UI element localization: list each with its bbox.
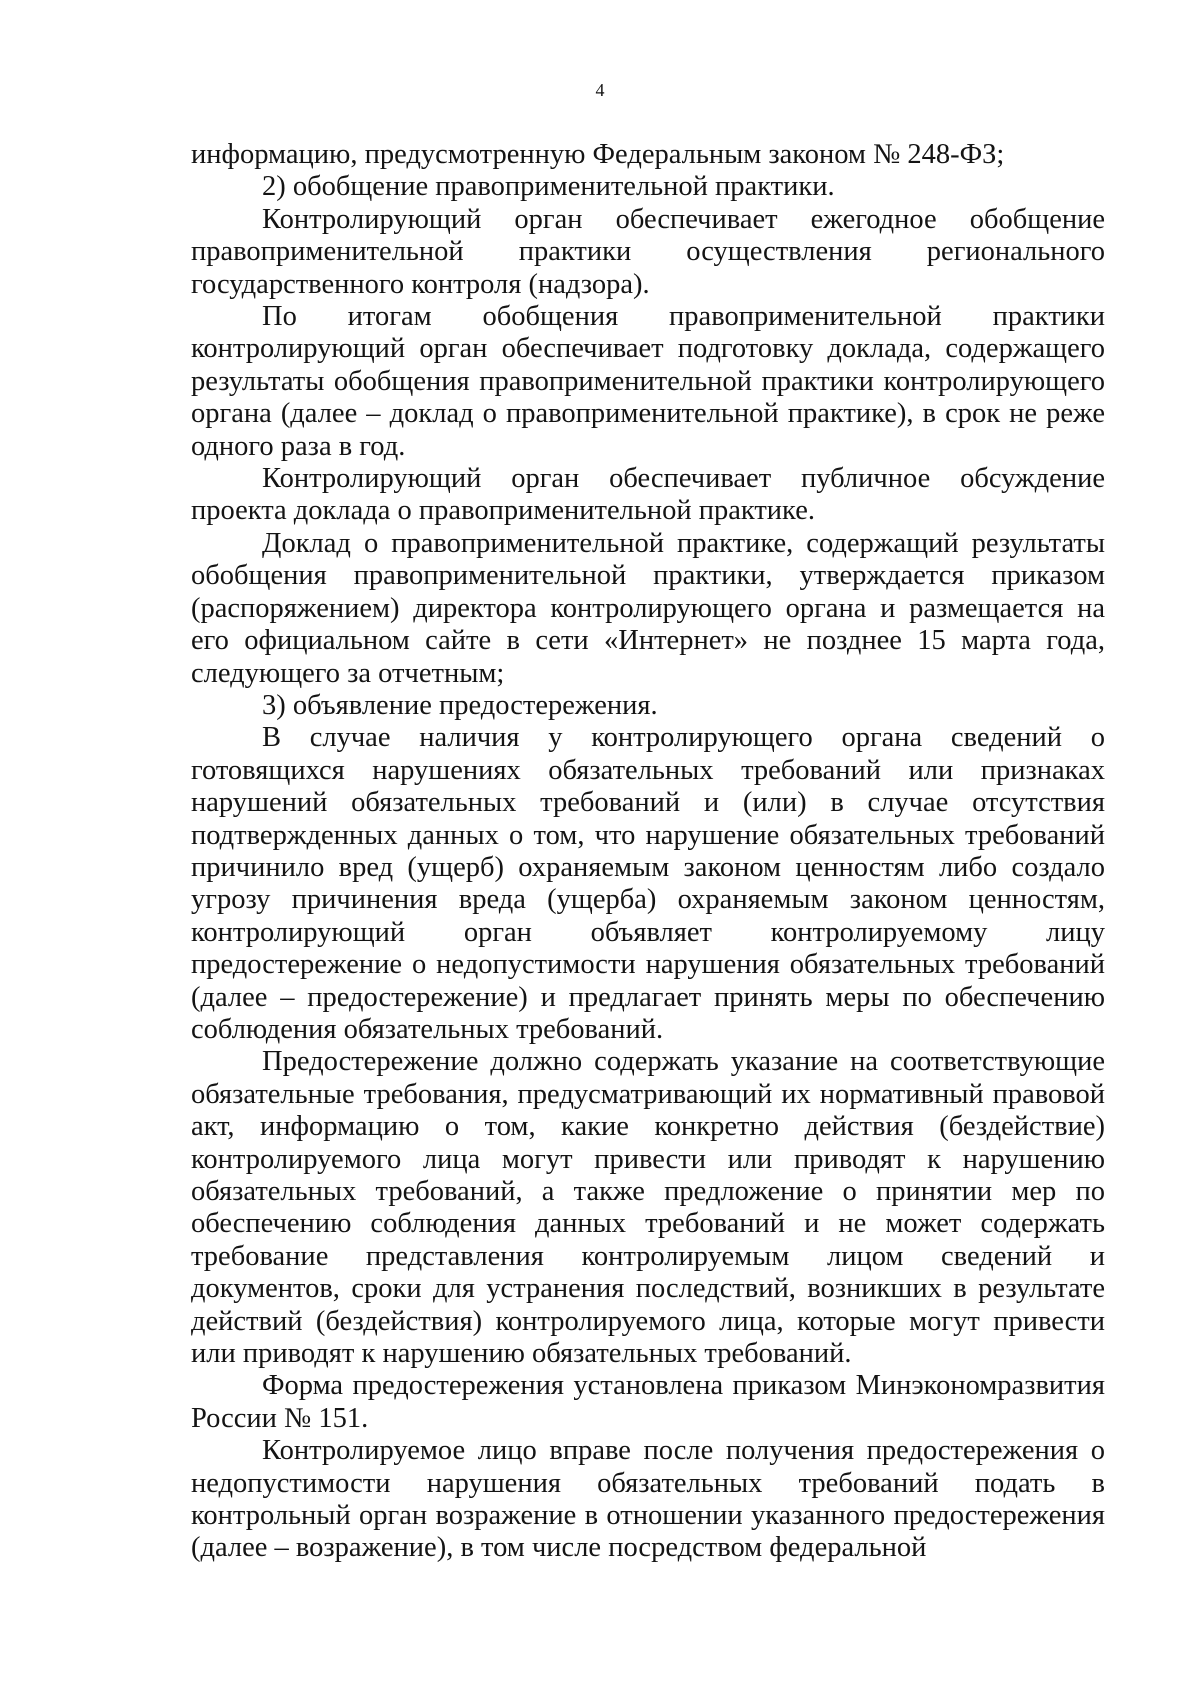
paragraph: В случае наличия у контролирующего органа сведений о готовящихся нарушениях обязательных требований или признаках нарушений обязательных требований и (или) в случае отсутствия подтвержденных данных о том, что нарушение обязательных требований причинило вред (ущерб) охраняемым законом ценностям либо создало угрозу причинения вреда (ущерба) охраняемым законом ценностям, контролирующий орган объявляет контролируемому лицу предостережение о недопустимости нарушения обязательных требований (далее – предостережение) и предлагает принять меры по обеспечению соблюдения обязательных требований. xyxy=(191,722,1105,1045)
paragraph: Форма предостережения установлена приказом Минэкономразвития России № 151. xyxy=(191,1370,1105,1434)
paragraph-item-2: 2) обобщение правоприменительной практики. xyxy=(262,171,835,203)
page-number: 4 xyxy=(595,80,605,100)
document-body xyxy=(191,139,1105,1565)
paragraph-continuation: информацию, предусмотренную Федеральным законом № 248-ФЗ; xyxy=(191,139,1005,170)
paragraph: Контролируемое лицо вправе после получения предостережения о недопустимости нарушения обязательных требований подать в контрольный орган возражение в отношении указанного предостережения (далее – возражение), в том числе посредством федеральной xyxy=(191,1435,1105,1564)
paragraph: Контролирующий орган обеспечивает публичное обсуждение проекта доклада о правоприменительной практике. xyxy=(191,463,1105,527)
paragraph: По итогам обобщения правоприменительной практики контролирующий орган обеспечивает подготовку доклада, содержащего результаты обобщения правоприменительной практики контролирующего органа (далее – доклад о правоприменительной практике), в срок не реже одного раза в год. xyxy=(191,301,1105,462)
paragraph-item-3: 3) объявление предостережения. xyxy=(262,689,658,721)
paragraph: Доклад о правоприменительной практике, содержащий результаты обобщения правоприменительной практики, утверждается приказом (распоряжением) директора контролирующего органа и размещается на его официальном сайте в сети «Интернет» не позднее 15 марта года, следующего за отчетным; xyxy=(191,527,1105,689)
paragraph: Предостережение должно содержать указание на соответствующие обязательные требования, предусматривающий их нормативный правовой акт, информацию о том, какие конкретно действия (бездействие) контролируемого лица могут привести или приводят к нарушению обязательных требований, а также предложение о принятии мер по обеспечению соблюдения данных требований и не может содержать требование представления контролируемым лицом сведений и документов, сроки для устранения последствий, возникших в результате действий (бездействия) контролируемого лица, которые могут привести или приводят к нарушению обязательных требований. xyxy=(191,1046,1105,1370)
paragraph: Контролирующий орган обеспечивает ежегодное обобщение правоприменительной практики осуществления регионального государственного контроля (надзора). xyxy=(191,203,1105,300)
